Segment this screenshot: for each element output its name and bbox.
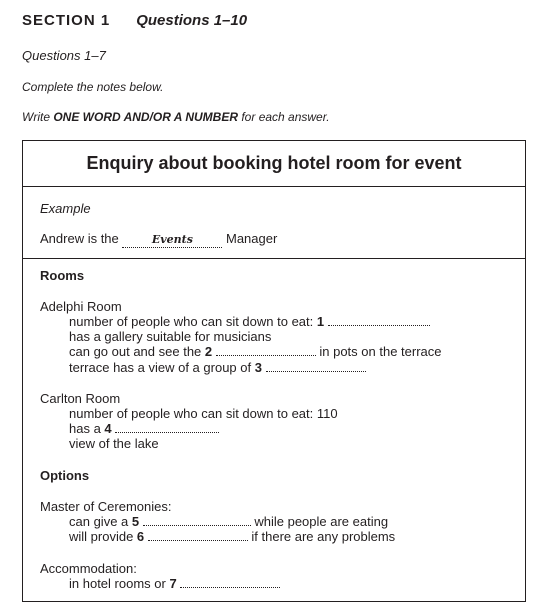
- accommodation-line-1: in hotel rooms or 7: [69, 576, 280, 591]
- example-label: Example: [40, 201, 91, 216]
- answer-blank-3[interactable]: [266, 361, 366, 372]
- instruction-complete: Complete the notes below.: [22, 80, 164, 94]
- example-divider: [23, 258, 525, 259]
- answer-blank-4[interactable]: [115, 422, 219, 433]
- carlton-line-1: number of people who can sit down to eat: 110: [69, 406, 338, 421]
- question-number: 7: [169, 576, 177, 591]
- adelphi-line-1: number of people who can sit down to eat: 1: [69, 314, 430, 329]
- question-number: 6: [136, 529, 145, 544]
- accommodation-name: Accommodation:: [40, 561, 137, 576]
- answer-blank-6[interactable]: [148, 530, 248, 541]
- options-heading: Options: [40, 468, 90, 483]
- adelphi-line-3: can go out and see the 2 in pots on the terrace: [69, 344, 442, 359]
- question-number: 3: [254, 360, 262, 375]
- question-number: 1: [316, 314, 325, 329]
- adelphi-line-4: terrace has a view of a group of 3: [69, 360, 366, 375]
- answer-blank-1[interactable]: [328, 315, 430, 326]
- question-number: 4: [104, 421, 112, 436]
- adelphi-line-2: has a gallery suitable for musicians: [69, 329, 272, 344]
- example-answer: Events: [122, 235, 222, 248]
- instruction-write: Write ONE WORD AND/OR A NUMBER for each answer.: [22, 110, 330, 124]
- subheading: Questions 1–7: [22, 48, 106, 63]
- answer-blank-7[interactable]: [180, 577, 280, 588]
- adelphi-room-name: Adelphi Room: [40, 299, 122, 314]
- word-limit: ONE WORD AND/OR A NUMBER: [53, 110, 239, 124]
- mc-line-2: will provide 6 if there are any problems: [69, 529, 396, 544]
- answer-blank-2[interactable]: [216, 345, 316, 356]
- answer-blank-5[interactable]: [143, 515, 251, 526]
- carlton-line-2: has a 4: [69, 421, 219, 436]
- section-label: SECTION 1: [22, 12, 111, 29]
- mc-name: Master of Ceremonies:: [40, 499, 172, 514]
- question-number: 5: [131, 514, 140, 529]
- carlton-line-3: view of the lake: [69, 436, 159, 451]
- carlton-room-name: Carlton Room: [40, 391, 121, 406]
- section-questions: Questions 1–10: [136, 12, 248, 29]
- question-number: 2: [204, 344, 213, 359]
- mc-line-1: can give a 5 while people are eating: [69, 514, 389, 529]
- section-header: [22, 12, 247, 29]
- notes-title: Enquiry about booking hotel room for event: [23, 141, 525, 187]
- rooms-heading: Rooms: [40, 268, 85, 283]
- notes-box: [22, 140, 526, 602]
- example-line: Andrew is the Events Manager: [40, 231, 278, 246]
